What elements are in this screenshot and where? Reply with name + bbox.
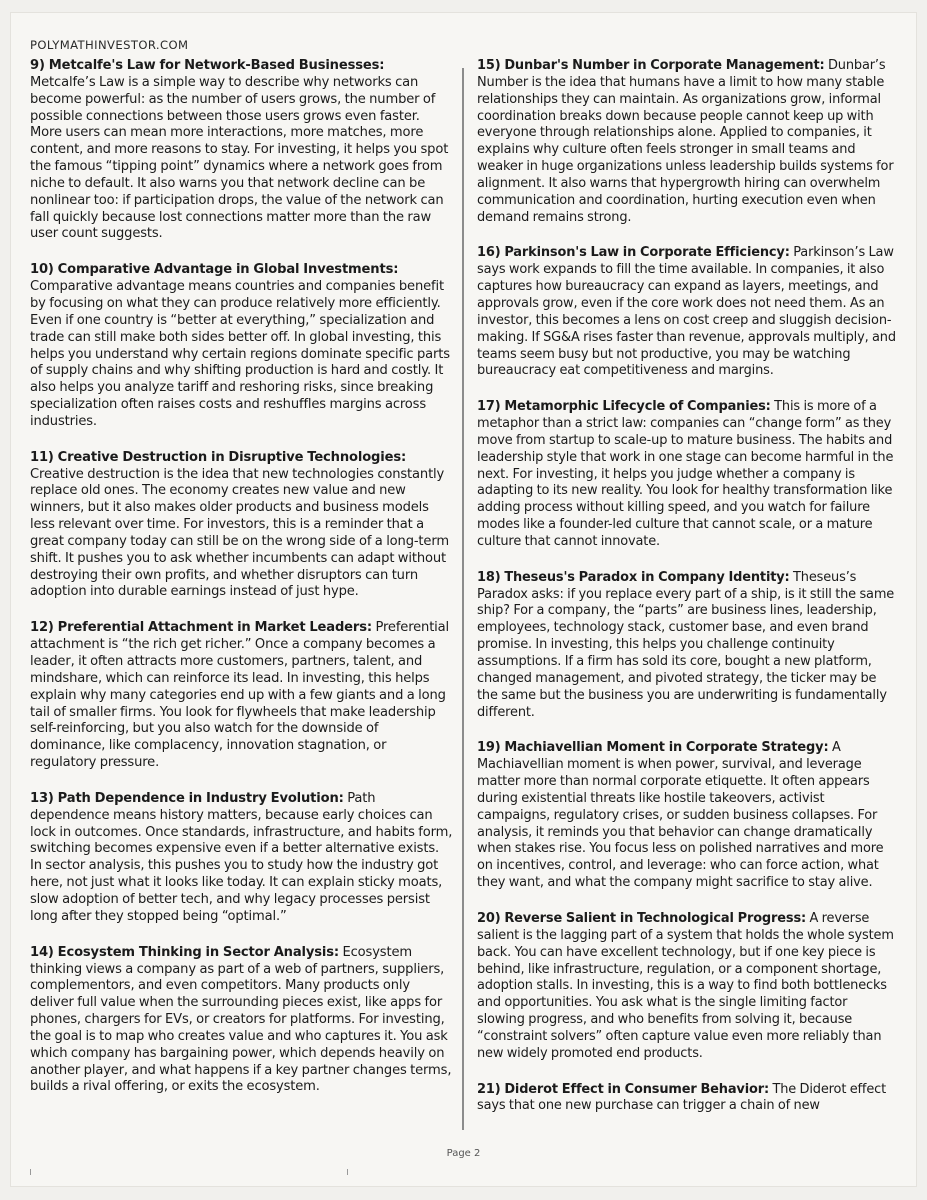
entry-body: Theseus’s Paradox asks: if you replace every part of a ship, is it still the same ship? For a company, the “parts” are business lines, leadership, employees, technology stack, customer base, and even brand promise. In investing, this helps you challenge continuity assumptions. If a firm has sold its core, bought a new platform, changed management, and pivoted strategy, the ticker may be the same but the business you are underwriting is fundamentally different.: [477, 569, 895, 720]
entry-body: The Diderot effect says that one new purchase can trigger a chain of new: [477, 1081, 887, 1114]
left-column: [30, 58, 453, 1115]
entry-machiavellian-moment: [477, 740, 897, 892]
entry-title: 14) Ecosystem Thinking in Sector Analysis:: [30, 944, 339, 960]
entry-metcalfes-law: [30, 58, 453, 243]
entry-creative-destruction: [30, 450, 453, 602]
entry-parkinsons-law: [477, 245, 897, 380]
column-divider: [462, 68, 464, 1130]
entry-title: 12) Preferential Attachment in Market Leaders:: [30, 620, 372, 636]
entry-body: Preferential attachment is “the rich get richer.” Once a company becomes a leader, it often attracts more customers, partners, talent, and mindshare, which can reinforce its lead. In investing, this helps explain why many categories end up with a few giants and a long tail of smaller firms. You look for flywheels that make leadership self-reinforcing, but you also watch for the downside of dominance, like complacency, innovation stagnation, or regulatory pressure.: [30, 620, 450, 771]
entry-title: 16) Parkinson's Law in Corporate Efficiency:: [477, 245, 790, 261]
entry-title: 20) Reverse Salient in Technological Progress:: [477, 910, 807, 926]
entry-title: 18) Theseus's Paradox in Company Identity:: [477, 569, 790, 585]
entry-body: Creative destruction is the idea that new technologies constantly replace old ones. The economy creates new value and new winners, but it also makes older products and business models less relevant over time. For investors, this is a reminder that a great company today can still be on the wrong side of a long-term shift. It pushes you to ask whether incumbents can adapt without destroying their own profits, and whether disruptors can turn adoption into durable earnings instead of just hype.: [30, 466, 449, 600]
entry-metamorphic-lifecycle: [477, 399, 897, 551]
entry-title: 9) Metcalfe's Law for Network-Based Businesses:: [30, 58, 385, 73]
entry-title: 10) Comparative Advantage in Global Investments:: [30, 262, 399, 278]
entry-title: 17) Metamorphic Lifecycle of Companies:: [477, 399, 771, 415]
entry-body: Comparative advantage means countries and companies benefit by focusing on what they can produce relatively more efficiently. Even if one country is “better at everything,” specialization and trade can still make both sides better off. In global investing, this helps you understand why certain regions dominate specific parts of supply chains and why shifting production is hard and costly. It also helps you analyze tariff and reshoring risks, since breaking specialization often raises costs and reshuffles margins across industries.: [30, 279, 450, 429]
entry-body: Parkinson’s Law says work expands to fill the time available. In companies, it also captures how bureaucracy can expand as layers, meetings, and approvals grow, even if the core work does not need them. As an investor, this becomes a lens on cost creep and sluggish decision-making. If SG&A rises faster than revenue, approvals multiply, and teams seem busy but not productive, you may be watching bureaucracy eat competitiveness and margins.: [477, 245, 896, 379]
entry-title: 21) Diderot Effect in Consumer Behavior:: [477, 1081, 769, 1097]
entry-preferential-attachment: [30, 620, 453, 772]
scan-mark: [30, 1169, 31, 1175]
entry-body: Ecosystem thinking views a company as part of a web of partners, suppliers, complementors, and even competitors. Many products only deliver full value when the surrounding pieces exist, like apps for phones, chargers for EVs, or creators for platforms. For investing, the goal is to map who creates value and who captures it. You ask which company has bargaining power, which depends heavily on another player, and what happens if a key partner changes terms, builds a rival offering, or exits the ecosystem.: [30, 944, 452, 1095]
entry-reverse-salient: [477, 911, 897, 1063]
entry-body: This is more of a metaphor than a strict law: companies can “change form” as they move from startup to scale-up to mature business. The habits and leadership style that work in one stage can become harmful in the next. For investing, it helps you judge whether a company is adapting to its new reality. You look for healthy transformation like adding process without killing speed, and you watch for failure modes like a founder-led culture that cannot scale, or a mature culture that cannot innovate.: [477, 399, 894, 549]
entry-diderot-effect: [477, 1082, 897, 1116]
entry-dunbars-number: [477, 58, 897, 226]
entry-ecosystem-thinking: [30, 945, 453, 1097]
scan-mark: [347, 1169, 348, 1175]
entry-title: 13) Path Dependence in Industry Evolution:: [30, 790, 344, 806]
entry-title: 19) Machiavellian Moment in Corporate Strategy:: [477, 740, 829, 756]
entry-title: 11) Creative Destruction in Disruptive Technologies:: [30, 449, 407, 465]
entry-body: Metcalfe’s Law is a simple way to describe why networks can become powerful: as the number of users grows, the number of possible connections between those users grows even faster. More users can mean more interactions, more matches, more content, and more reasons to stay. For investing, it helps you spot the famous “tipping point” dynamics where a network goes from niche to default. It also warns you that network decline can be nonlinear too: if participation drops, the value of the network can fall quickly because lost connections matter more than the raw user count suggests.: [30, 74, 449, 242]
site-header: POLYMATHINVESTOR.COM: [30, 38, 189, 52]
entry-body: Dunbar’s Number is the idea that humans have a limit to how many stable relationships they can maintain. As organizations grow, informal coordination breaks down because people cannot keep up with everyone through relationships alone. Applied to companies, it explains why culture often feels stronger in small teams and weaker in huge organizations unless leadership builds systems for alignment. It also warns that hypergrowth hiring can overwhelm communication and coordination, hurting execution even when demand remains strong.: [477, 58, 894, 225]
entry-theseus-paradox: [477, 570, 897, 722]
entry-body: A Machiavellian moment is when power, survival, and leverage matter more than normal corporate etiquette. It often appears during existential threats like hostile takeovers, activist campaigns, regulatory crises, or sudden business collapses. For analysis, it reminds you that behavior can change dramatically when stakes rise. You focus less on polished narratives and more on incentives, control, and leverage: who can force action, what they want, and what the company might sacrifice to stay alive.: [477, 740, 884, 891]
right-column: [477, 58, 897, 1134]
entry-body: Path dependence means history matters, because early choices can lock in outcomes. Once standards, infrastructure, and habits form, switching becomes expensive even if a better alternative exists. In sector analysis, this pushes you to study how the industry got here, not just what it looks like today. It can explain sticky moats, slow adoption of better tech, and why legacy processes persist long after they stopped being “optimal.”: [30, 790, 453, 924]
entry-title: 15) Dunbar's Number in Corporate Management:: [477, 58, 825, 73]
entry-comparative-advantage: [30, 262, 453, 430]
page-number: Page 2: [446, 1148, 481, 1159]
entry-body: A reverse salient is the lagging part of a system that holds the whole system back. You can have excellent technology, but if one key piece is behind, like infrastructure, regulation, or a component shortage, adoption stalls. In investing, this is a way to find both bottlenecks and opportunities. You ask what is the single limiting factor slowing progress, and who benefits from solving it, because “constraint solvers” often capture value even more reliably than new widely promoted end products.: [477, 910, 894, 1061]
entry-path-dependence: [30, 791, 453, 926]
